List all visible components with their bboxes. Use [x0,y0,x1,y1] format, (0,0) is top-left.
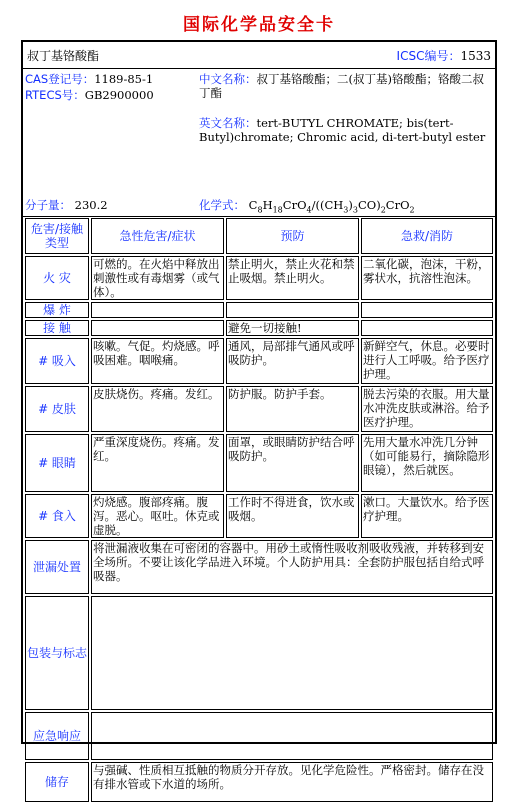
row-label-fire: 火 灾 [25,256,89,300]
row-label-contact: 接 触 [25,320,89,336]
ingest-prevention: 工作时不得进食，饮水或吸烟。 [226,494,359,538]
page-title: 国际化学品安全卡 [183,15,335,35]
row-label-storage: 储存 [25,762,89,802]
fire-symptom: 可燃的。在火焰中释放出刺激性或有毒烟雾（或气体）。 [91,256,224,300]
fire-aid: 二氧化碳，泡沫，干粉，雾状水，抗溶性泡沫。 [361,256,493,300]
spill-text: 将泄漏液收集在可密闭的容器中。用砂土或惰性吸收剂吸收残液，并转移到安全场所。不要让该化学品进入环境。个人防护用具：全套防护服包括自给式呼吸器。 [91,540,493,594]
col-symptoms: 急性危害/症状 [91,218,224,254]
chemical-name: 叔丁基铬酸酯 [27,49,100,63]
cn-label: 中文名称： [199,72,257,86]
formula-label: 化学式： [199,198,245,212]
hazard-table [23,216,495,804]
card-header [23,42,495,69]
row-label-spill: 泄漏处置 [25,540,89,594]
skin-prevention: 防护服。防护手套。 [226,386,359,432]
rtecs-label: RTECS号： [25,88,85,102]
explosion-aid [361,302,493,318]
skin-symptom: 皮肤烧伤。疼痛。发红。 [91,386,224,432]
contact-aid [361,320,493,336]
skin-aid: 脱去污染的衣服。用大量水冲洗皮肤或淋浴。给予医疗护理。 [361,386,493,432]
en-value: tert-BUTYL CHROMATE; bis(tert-Butyl)chromate; Chromic acid, di-tert-butyl ester [199,116,486,144]
row-label-ingest: # 食入 [25,494,89,538]
explosion-symptom [91,302,224,318]
icsc-value: 1533 [460,49,491,63]
row-inhale [25,338,493,384]
col-hazard-type: 危害/接触类型 [25,218,89,254]
packaging-text [91,596,493,710]
en-name-line [199,116,491,144]
row-explosion [25,302,493,318]
safety-card [21,40,497,791]
cn-name-line [199,72,491,100]
col-first-aid: 急救/消防 [361,218,493,254]
contact-prevention: 避免一切接触! [226,320,359,336]
row-fire [25,256,493,300]
mw-value: 230.2 [74,198,108,212]
cas-value: 1189-85-1 [94,72,154,86]
cn-value: 叔丁基铬酸酯；二(叔丁基)铬酸酯；铬酸二叔丁酯 [199,72,484,100]
eyes-symptom: 严重深度烧伤。疼痛。发红。 [91,434,224,492]
icsc-label: ICSC编号： [396,49,461,63]
row-eyes [25,434,493,492]
row-label-inhale: # 吸入 [25,338,89,384]
storage-text: 与强碱、性质相互抵触的物质分开存放。见化学危险性。严格密封。储存在没有排水管或下水道的场所。 [91,762,493,802]
row-packaging [25,596,493,710]
icsc-number [397,47,491,64]
identification-block [23,68,495,217]
row-emergency [25,712,493,760]
row-skin [25,386,493,432]
eyes-aid: 先用大量水冲洗几分钟（如可能易行，摘除隐形眼镜），然后就医。 [361,434,493,492]
ingest-aid: 漱口。大量饮水。给予医疗护理。 [361,494,493,538]
en-label: 英文名称： [199,116,257,130]
rtecs-line [25,88,195,102]
mw-label: 分子量： [25,198,71,212]
formula-value: $C_8H_{18}CrO_4/((CH_3)_3CO)_2CrO_2$ [248,198,415,215]
contact-symptom [91,320,224,336]
rtecs-value: GB2900000 [84,88,154,102]
row-ingest [25,494,493,538]
row-label-explosion: 爆 炸 [25,302,89,318]
inhale-prevention: 通风，局部排气通风或呼吸防护。 [226,338,359,384]
cas-label: CAS登记号： [25,72,95,86]
emergency-text [91,712,493,760]
formula-line [199,198,491,217]
row-contact [25,320,493,336]
col-prevention: 预防 [226,218,359,254]
row-label-eyes: # 眼睛 [25,434,89,492]
cas-line [25,72,195,86]
row-label-skin: # 皮肤 [25,386,89,432]
ingest-symptom: 灼烧感。腹部疼痛。腹泻。恶心。呕吐。休克或虚脱。 [91,494,224,538]
explosion-prevention [226,302,359,318]
mw-line [25,198,195,212]
row-storage [25,762,493,802]
eyes-prevention: 面罩，或眼睛防护结合呼吸防护。 [226,434,359,492]
column-header-row [25,218,493,254]
inhale-aid: 新鲜空气，休息。必要时进行人工呼吸。给予医疗护理。 [361,338,493,384]
fire-prevention: 禁止明火，禁止火花和禁止吸烟。禁止明火。 [226,256,359,300]
inhale-symptom: 咳嗽。气促。灼烧感。呼吸困难。咽喉痛。 [91,338,224,384]
row-spill [25,540,493,594]
row-label-packaging: 包装与标志 [25,596,89,710]
row-label-emergency: 应急响应 [25,712,89,760]
